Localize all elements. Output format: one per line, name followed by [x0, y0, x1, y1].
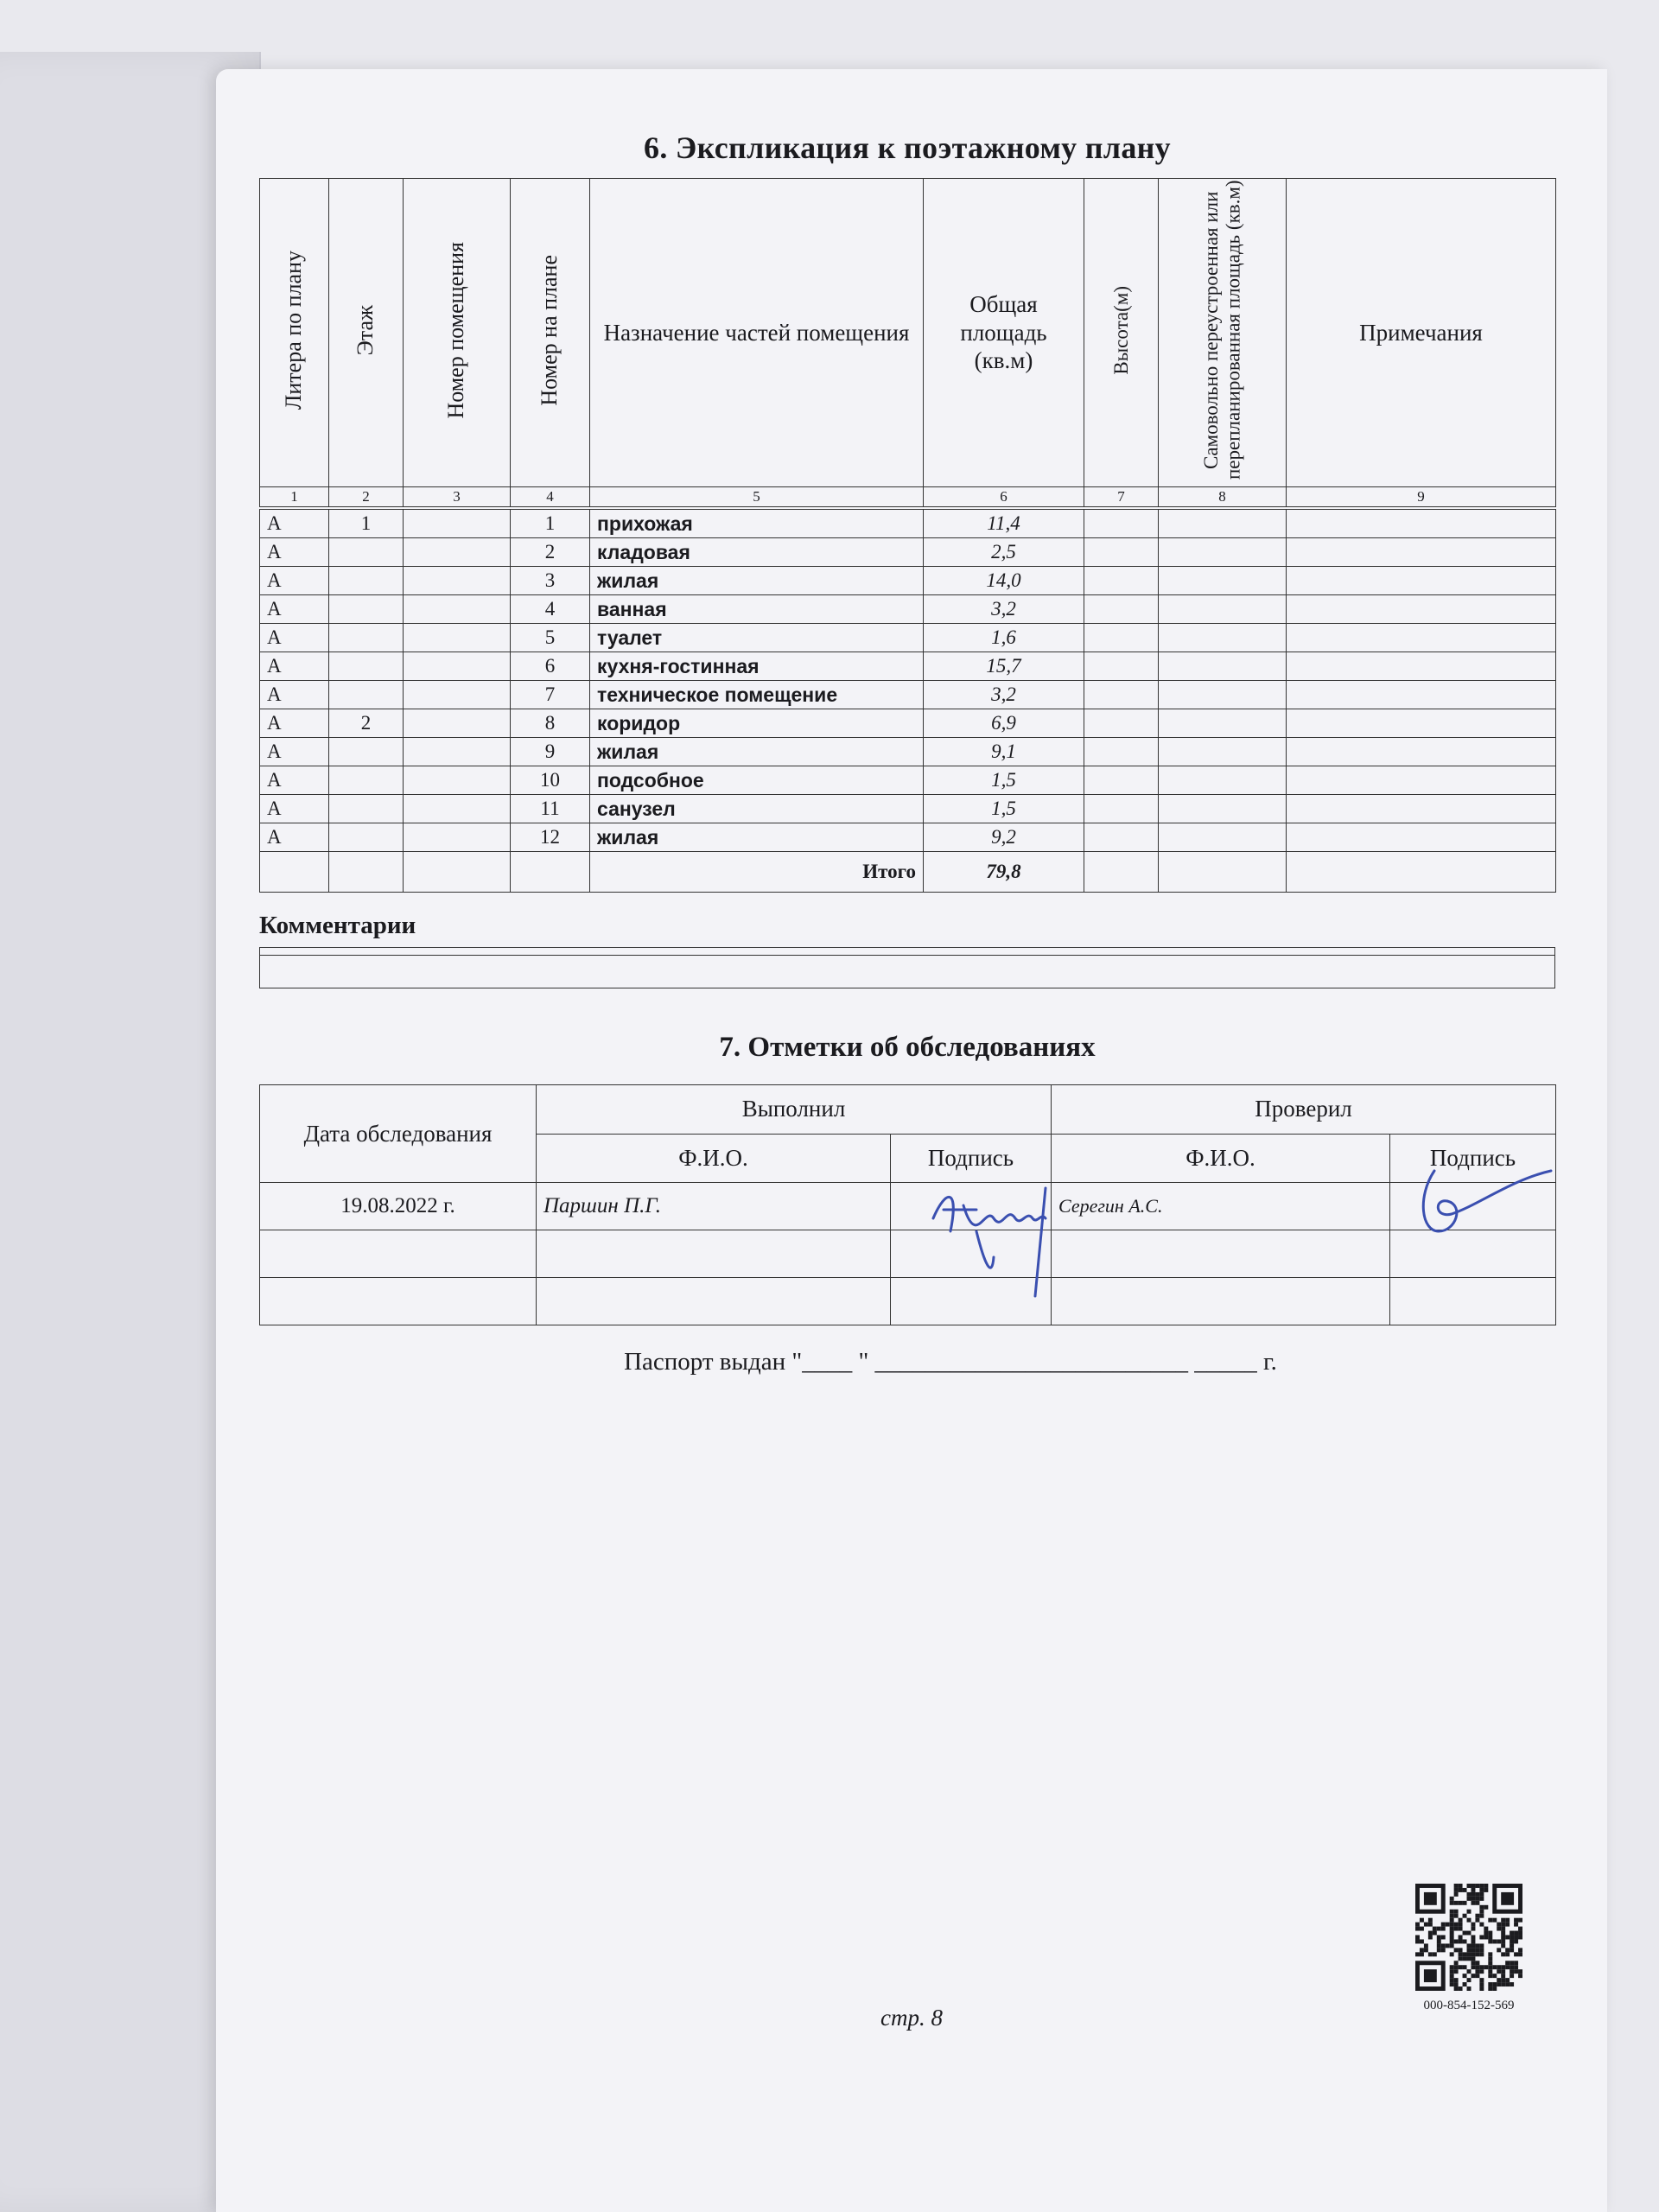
cell-room-number — [404, 738, 511, 766]
col-number: 2 — [329, 487, 404, 509]
cell-area: 1,5 — [924, 766, 1084, 795]
cell-room-number — [404, 823, 511, 852]
header-sign-checker: Подпись — [1390, 1134, 1556, 1183]
header-date: Дата обследования — [260, 1085, 537, 1183]
cell-plan-number: 1 — [511, 508, 590, 538]
checker-name: Серегин А.С. — [1052, 1183, 1390, 1230]
explication-table — [259, 178, 1556, 893]
col-number: 9 — [1287, 487, 1556, 509]
cell-area: 3,2 — [924, 681, 1084, 709]
cell-plan-number: 3 — [511, 567, 590, 595]
cell-floor — [329, 795, 404, 823]
cell-notes — [1287, 823, 1556, 852]
cell-room-number — [404, 538, 511, 567]
inspection-row — [260, 1183, 1556, 1230]
cell-litera: А — [260, 567, 329, 595]
explication-row — [260, 538, 1556, 567]
cell-room-number — [404, 624, 511, 652]
cell-litera: А — [260, 766, 329, 795]
cell-room-number — [404, 652, 511, 681]
cell-area: 3,2 — [924, 595, 1084, 624]
cell-litera: А — [260, 738, 329, 766]
cell-notes — [1287, 709, 1556, 738]
cell-floor — [329, 766, 404, 795]
cell-plan-number: 2 — [511, 538, 590, 567]
cell-redeveloped — [1159, 681, 1287, 709]
cell-redeveloped — [1159, 624, 1287, 652]
cell-floor — [329, 823, 404, 852]
cell-notes — [1287, 624, 1556, 652]
cell-plan-number: 5 — [511, 624, 590, 652]
explication-row — [260, 652, 1556, 681]
cell-litera: А — [260, 652, 329, 681]
cell-room-name: прихожая — [590, 508, 924, 538]
cell-room-name: техническое помещение — [590, 681, 924, 709]
cell-floor — [329, 595, 404, 624]
cell-floor: 2 — [329, 709, 404, 738]
explication-row — [260, 766, 1556, 795]
cell-area: 11,4 — [924, 508, 1084, 538]
cell-redeveloped — [1159, 595, 1287, 624]
section7-title: 7. Отметки об обследованиях — [719, 1032, 1096, 1063]
cell-redeveloped — [1159, 738, 1287, 766]
cell-height — [1084, 709, 1159, 738]
cell-area: 1,5 — [924, 795, 1084, 823]
total-label: Итого — [590, 852, 924, 893]
cell-room-name: ванная — [590, 595, 924, 624]
cell-height — [1084, 652, 1159, 681]
inspection-block — [259, 1084, 1555, 1325]
cell-plan-number: 9 — [511, 738, 590, 766]
comments-box — [259, 947, 1555, 988]
page-number: стр. 8 — [880, 2005, 943, 2031]
cell-floor — [329, 567, 404, 595]
explication-row — [260, 795, 1556, 823]
cell-notes — [1287, 538, 1556, 567]
cell-room-name: жилая — [590, 567, 924, 595]
header-floor: Этаж — [329, 179, 404, 487]
cell-redeveloped — [1159, 567, 1287, 595]
cell-litera: А — [260, 624, 329, 652]
performer-name: Паршин П.Г. — [537, 1183, 891, 1230]
header-redeveloped-area: Самовольно переустроенная или перепланированная площадь (кв.м) — [1159, 179, 1287, 487]
header-fio-checker: Ф.И.О. — [1052, 1134, 1390, 1183]
header-plan-number: Номер на плане — [511, 179, 590, 487]
header-litera: Литера по плану — [260, 179, 329, 487]
explication-row — [260, 595, 1556, 624]
cell-notes — [1287, 567, 1556, 595]
explication-header-row — [260, 179, 1556, 487]
cell-redeveloped — [1159, 508, 1287, 538]
header-fio-performer: Ф.И.О. — [537, 1134, 891, 1183]
explication-row — [260, 709, 1556, 738]
cell-litera: А — [260, 823, 329, 852]
inspection-row-empty — [260, 1230, 1556, 1278]
header-room-number: Номер помещения — [404, 179, 511, 487]
col-number: 3 — [404, 487, 511, 509]
cell-litera: А — [260, 508, 329, 538]
header-sign-performer: Подпись — [891, 1134, 1052, 1183]
cell-floor — [329, 652, 404, 681]
cell-room-name: кухня-гостинная — [590, 652, 924, 681]
inspection-row-empty — [260, 1278, 1556, 1325]
cell-room-number — [404, 766, 511, 795]
section6-title: 6. Экспликация к поэтажному плану — [644, 130, 1171, 165]
cell-height — [1084, 738, 1159, 766]
cell-litera: А — [260, 681, 329, 709]
cell-notes — [1287, 652, 1556, 681]
cell-litera: А — [260, 709, 329, 738]
cell-plan-number: 8 — [511, 709, 590, 738]
total-value: 79,8 — [924, 852, 1084, 893]
cell-litera: А — [260, 795, 329, 823]
cell-height — [1084, 508, 1159, 538]
cell-notes — [1287, 681, 1556, 709]
cell-room-number — [404, 795, 511, 823]
cell-floor — [329, 624, 404, 652]
column-number-row — [260, 487, 1556, 509]
qr-code-number: 000-854-152-569 — [1423, 1999, 1515, 2012]
cell-plan-number: 4 — [511, 595, 590, 624]
header-notes: Примечания — [1287, 179, 1556, 487]
comments-label: Комментарии — [259, 912, 416, 939]
explication-row — [260, 567, 1556, 595]
total-row — [260, 852, 1556, 893]
explication-row — [260, 823, 1556, 852]
cell-notes — [1287, 766, 1556, 795]
cell-room-name: жилая — [590, 823, 924, 852]
cell-height — [1084, 624, 1159, 652]
cell-plan-number: 10 — [511, 766, 590, 795]
document-page — [216, 69, 1607, 2212]
header-height: Высота(м) — [1084, 179, 1159, 487]
qr-block — [1408, 1884, 1529, 2013]
cell-notes — [1287, 738, 1556, 766]
cell-room-name: жилая — [590, 738, 924, 766]
cell-redeveloped — [1159, 795, 1287, 823]
col-number: 8 — [1159, 487, 1287, 509]
col-number: 5 — [590, 487, 924, 509]
cell-plan-number: 6 — [511, 652, 590, 681]
cell-floor — [329, 738, 404, 766]
cell-notes — [1287, 795, 1556, 823]
cell-height — [1084, 681, 1159, 709]
cell-redeveloped — [1159, 652, 1287, 681]
explication-row — [260, 624, 1556, 652]
cell-plan-number: 11 — [511, 795, 590, 823]
cell-floor: 1 — [329, 508, 404, 538]
cell-height — [1084, 795, 1159, 823]
col-number: 1 — [260, 487, 329, 509]
cell-height — [1084, 766, 1159, 795]
cell-height — [1084, 595, 1159, 624]
cell-room-name: подсобное — [590, 766, 924, 795]
cell-room-number — [404, 595, 511, 624]
inspection-table — [259, 1084, 1556, 1325]
cell-room-name: туалет — [590, 624, 924, 652]
cell-notes — [1287, 508, 1556, 538]
inspection-header-row-1 — [260, 1085, 1556, 1135]
cell-area: 2,5 — [924, 538, 1084, 567]
cell-room-name: санузел — [590, 795, 924, 823]
cell-redeveloped — [1159, 766, 1287, 795]
cell-room-name: кладовая — [590, 538, 924, 567]
cell-redeveloped — [1159, 538, 1287, 567]
page-content — [259, 130, 1555, 1376]
cell-room-number — [404, 508, 511, 538]
cell-redeveloped — [1159, 709, 1287, 738]
cell-area: 9,2 — [924, 823, 1084, 852]
inspection-date: 19.08.2022 г. — [260, 1183, 537, 1230]
explication-row — [260, 508, 1556, 538]
cell-floor — [329, 538, 404, 567]
cell-area: 9,1 — [924, 738, 1084, 766]
performer-signature — [925, 1171, 1063, 1300]
col-number: 4 — [511, 487, 590, 509]
cell-height — [1084, 567, 1159, 595]
cell-plan-number: 12 — [511, 823, 590, 852]
cell-plan-number: 7 — [511, 681, 590, 709]
cell-height — [1084, 823, 1159, 852]
cell-notes — [1287, 595, 1556, 624]
cell-room-number — [404, 681, 511, 709]
header-checked: Проверил — [1052, 1085, 1556, 1135]
cell-height — [1084, 538, 1159, 567]
cell-litera: А — [260, 595, 329, 624]
cell-area: 1,6 — [924, 624, 1084, 652]
cell-redeveloped — [1159, 823, 1287, 852]
cell-area: 14,0 — [924, 567, 1084, 595]
passport-issued-line: Паспорт выдан "____ " _________________________ _____ г. — [624, 1348, 1277, 1376]
col-number: 6 — [924, 487, 1084, 509]
cell-room-number — [404, 567, 511, 595]
checker-signature — [1408, 1145, 1555, 1249]
header-performed: Выполнил — [537, 1085, 1052, 1135]
explication-rows — [260, 508, 1556, 852]
cell-room-name: коридор — [590, 709, 924, 738]
cell-area: 15,7 — [924, 652, 1084, 681]
cell-floor — [329, 681, 404, 709]
explication-row — [260, 681, 1556, 709]
header-total-area: Общая площадь (кв.м) — [924, 179, 1084, 487]
cell-litera: А — [260, 538, 329, 567]
col-number: 7 — [1084, 487, 1159, 509]
cell-room-number — [404, 709, 511, 738]
qr-code-icon — [1415, 1884, 1522, 1991]
explication-row — [260, 738, 1556, 766]
cell-area: 6,9 — [924, 709, 1084, 738]
header-purpose: Назначение частей помещения — [590, 179, 924, 487]
